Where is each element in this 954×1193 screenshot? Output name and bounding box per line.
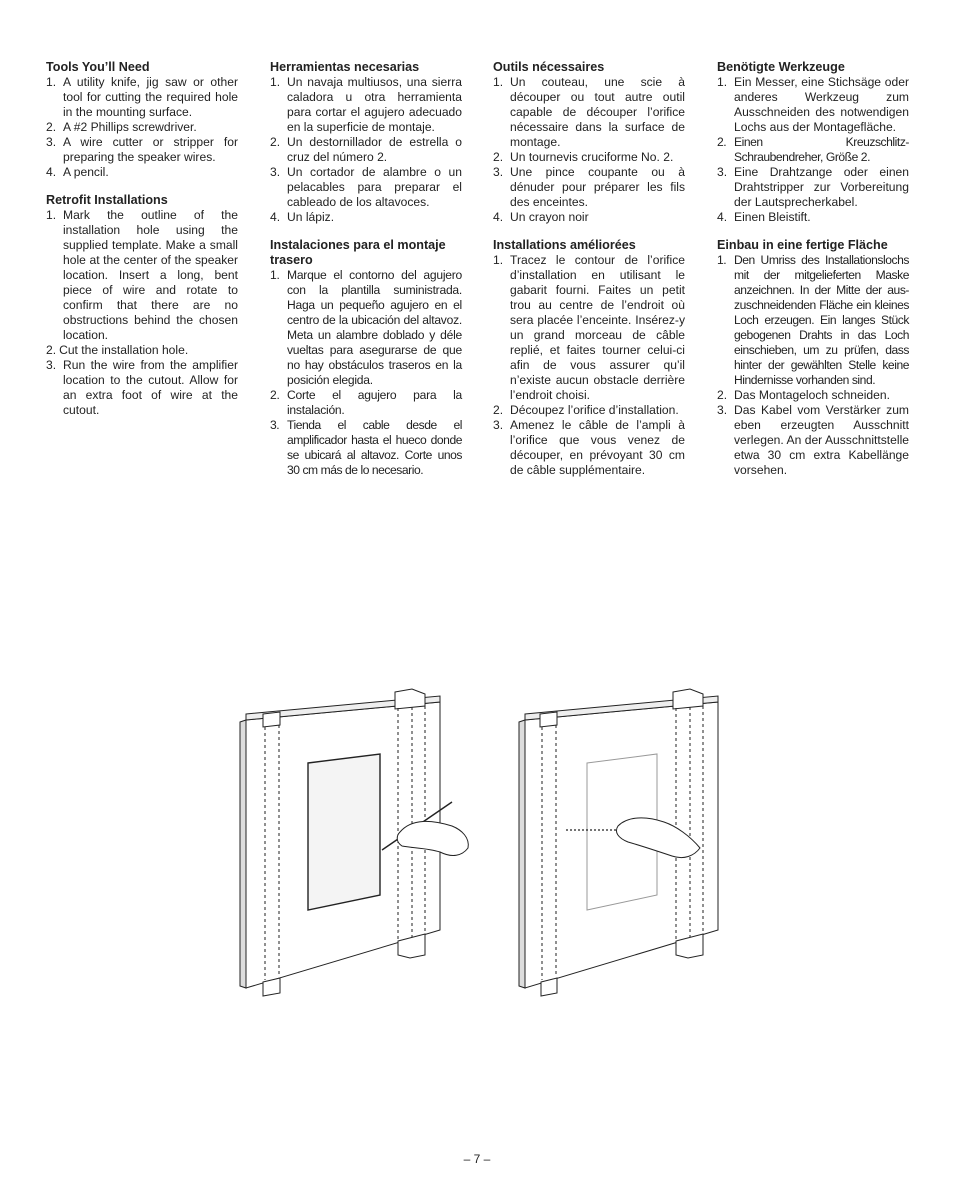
item-text: Un crayon noir <box>510 210 589 224</box>
item-number: 3. <box>493 418 504 432</box>
item-number: 3. <box>46 358 57 372</box>
item-number: 1. <box>717 75 728 89</box>
column-german <box>717 60 909 491</box>
list-item <box>717 388 909 403</box>
item-number: 3. <box>270 165 281 179</box>
item-number: 1. <box>270 268 280 282</box>
column-french <box>493 60 685 491</box>
list-item <box>46 208 238 343</box>
item-text: A pencil. <box>63 165 109 179</box>
tools-list <box>270 75 462 225</box>
item-number: 3. <box>717 165 728 179</box>
list-item <box>493 403 685 418</box>
item-number: 1. <box>717 253 727 267</box>
section-title: Herramientas necesarias <box>270 60 420 74</box>
item-text: Un tournevis cruciforme No. 2. <box>510 150 674 164</box>
item-text: Une pince coupante ou à dénuder pour préparer les fils des enceintes. <box>510 165 685 209</box>
section-tools <box>46 60 238 180</box>
item-text: Ein Messer, eine Stichsäge oder anderes Werkzeug zum Ausschneiden des notwendigen Lochs aus der Montagefläche. <box>734 75 909 134</box>
section-installation <box>270 238 462 478</box>
column-english <box>46 60 238 431</box>
stud-top-left <box>263 712 280 727</box>
section-title: Retrofit Installations <box>46 193 168 207</box>
steps-list <box>270 268 462 478</box>
section-title: Installations améliorées <box>493 238 636 252</box>
tools-list <box>46 75 238 180</box>
item-text: Cut the installation hole. <box>59 343 189 357</box>
stud-top-left <box>540 712 557 727</box>
item-number: 2. <box>493 403 504 417</box>
list-item <box>270 210 462 225</box>
section-installation <box>46 193 238 418</box>
item-text: Das Kabel vom Verstärker zum eben erzeugten Ausschnitt verlegen. An der Ausschnittstelle etwa 30 cm extra Kabellänge vorsehen. <box>734 403 909 477</box>
section-title: Outils nécessaires <box>493 60 605 74</box>
item-number: 3. <box>717 403 728 417</box>
list-item <box>493 165 685 210</box>
list-item <box>717 75 909 135</box>
tools-list <box>717 75 909 225</box>
wall-panel-edge <box>240 720 246 988</box>
template-outline <box>308 754 380 910</box>
item-number: 3. <box>270 418 280 432</box>
section-title: Einbau in eine fertige Fläche <box>717 238 888 252</box>
item-number: 3. <box>46 135 57 149</box>
item-text: A wire cutter or stripper for preparing the speaker wires. <box>63 135 238 164</box>
list-item <box>46 75 238 120</box>
section-tools <box>717 60 909 225</box>
item-number: 2. <box>493 150 504 164</box>
item-number: 2. <box>46 120 57 134</box>
wall-panel-edge <box>519 720 525 988</box>
list-item <box>717 253 909 388</box>
list-item <box>717 210 909 225</box>
item-number: 2. <box>717 388 728 402</box>
item-number: 1. <box>270 75 281 89</box>
item-number: 1. <box>493 253 504 267</box>
item-text: Un couteau, une scie à découper ou tout autre outil capable de découper l’orifice nécessaire dans la surface de montage. <box>510 75 685 149</box>
list-item <box>493 210 685 225</box>
item-text: Den Umriss des Installationslochs mit der mitgelieferten Maske anzeichnen. In der Mitte der aus-zuschneidenden Fläche ein kleines Loch erzeugen. Ein langes Stück gebogenen Drahts in das Loch einschieben, um zu prüfen, dass hinter der gewählten Stelle keine Hindernisse vorhanden sind. <box>734 253 909 387</box>
section-tools <box>270 60 462 225</box>
column-spanish <box>270 60 462 491</box>
list-item <box>270 388 462 418</box>
item-text: A #2 Phillips screwdriver. <box>63 120 197 134</box>
list-item <box>717 165 909 210</box>
figure-marking-outline <box>240 689 468 996</box>
item-text: Run the wire from the amplifier location to the cutout. Allow for an extra foot of wire at the cutout. <box>63 358 238 417</box>
item-number: 4. <box>270 210 281 224</box>
item-number: 1. <box>46 75 57 89</box>
list-item <box>270 135 462 165</box>
item-text: Tienda el cable desde el amplificador hasta el hueco donde se ubicará al altavoz. Corte unos 30 cm más de lo necesario. <box>287 418 462 477</box>
item-text: Un cortador de alambre o un pelacables para preparar el cableado de los altavoces. <box>287 165 462 209</box>
item-text: Mark the outline of the installation hole using the supplied template. Make a small hole at the center of the speaker location. Insert a long, bent piece of wire and rotate to confirm that there are no obstructions behind the chosen location. <box>63 208 238 342</box>
item-number: 1. <box>46 208 57 222</box>
list-item <box>46 135 238 165</box>
item-text: Das Montageloch schneiden. <box>734 388 890 402</box>
section-title: Instalaciones para el montaje trasero <box>270 238 446 267</box>
item-number: 2. <box>46 343 57 357</box>
section-installation <box>717 238 909 478</box>
item-text: Un navaja multiusos, una sierra caladora u otra herramienta para cortar el agujero adecuado en la superficie de montaje. <box>287 75 462 134</box>
list-item <box>46 358 238 418</box>
steps-list <box>46 208 238 418</box>
section-installation <box>493 238 685 478</box>
list-item <box>46 120 238 135</box>
list-item <box>46 343 238 358</box>
list-item <box>493 253 685 403</box>
figure-checking-obstructions <box>519 689 718 996</box>
item-text: Un lápiz. <box>287 210 335 224</box>
list-item <box>270 268 462 388</box>
item-number: 1. <box>493 75 504 89</box>
list-item <box>493 150 685 165</box>
steps-list <box>493 253 685 478</box>
section-title: Tools You’ll Need <box>46 60 150 74</box>
item-text: Eine Drahtzange oder einen Drahtstripper zur Vorbereitung der Lautsprecherkabel. <box>734 165 909 209</box>
tools-list <box>493 75 685 225</box>
stud-top-right <box>395 689 425 709</box>
item-number: 3. <box>493 165 504 179</box>
page-number: – 7 – <box>463 1152 491 1166</box>
list-item <box>717 135 909 165</box>
list-item <box>270 418 462 478</box>
section-tools <box>493 60 685 225</box>
item-text: Découpez l’orifice d’installation. <box>510 403 679 417</box>
item-text: Marque el contorno del agujero con la plantilla suministrada. Haga un pequeño agujero en el centro de la ubicación del altavoz. Meta un alambre doblado y déle vueltas para asegurarse de que no hay obstáculos traseros en la posición elegida. <box>287 268 462 387</box>
list-item <box>717 403 909 478</box>
section-title: Benötigte Werkzeuge <box>717 60 845 74</box>
list-item <box>270 75 462 135</box>
item-text: A utility knife, jig saw or other tool for cutting the required hole in the mounting surface. <box>63 75 238 119</box>
list-item <box>493 418 685 478</box>
item-number: 2. <box>270 388 280 402</box>
list-item <box>493 75 685 150</box>
item-number: 2. <box>717 135 727 149</box>
item-text: Tracez le contour de l’orifice d’installation en utilisant le gabarit fourni. Faites un petit trou au centre de l’endroit où sera placée l’enceinte. Insérez-y un grand morceau de câble replié, et faites tourner celui-ci afin de vous assurer qu’il n’existe aucun obstacle derrière l’endroit choisi. <box>510 253 685 402</box>
list-item <box>46 165 238 180</box>
stud-top-right <box>673 689 703 709</box>
steps-list <box>717 253 909 478</box>
item-number: 2. <box>270 135 281 149</box>
item-text: Einen Kreuzschlitz-Schraubendreher, Größe 2. <box>734 135 909 164</box>
item-text: Einen Bleistift. <box>734 210 811 224</box>
item-number: 4. <box>46 165 57 179</box>
item-text: Corte el agujero para la instalación. <box>287 388 462 417</box>
item-number: 4. <box>493 210 504 224</box>
installation-illustrations <box>230 680 730 1000</box>
list-item <box>270 165 462 210</box>
item-text: Amenez le câble de l’ampli à l’orifice que vous venez de découper, en prévoyant 30 cm de câble supplémentaire. <box>510 418 685 477</box>
item-text: Un destornillador de estrella o cruz del número 2. <box>287 135 462 164</box>
item-number: 4. <box>717 210 728 224</box>
